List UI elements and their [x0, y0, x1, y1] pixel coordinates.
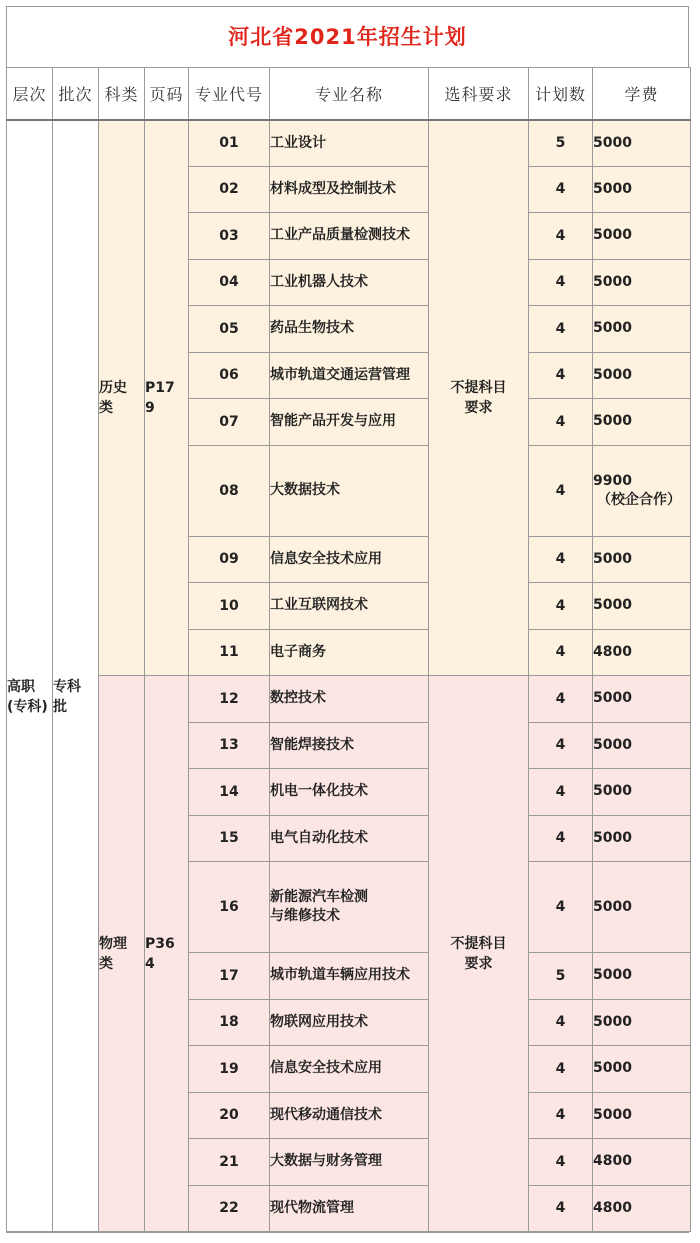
tuition-cell: 5000	[593, 769, 691, 816]
major-code-cell: 21	[189, 1139, 270, 1186]
major-name-cell: 城市轨道交通运营管理	[270, 352, 429, 399]
plan-count-cell: 4	[529, 722, 593, 769]
major-name-cell: 新能源汽车检测 与维修技术	[270, 862, 429, 953]
batch-cell: 专科 批	[53, 120, 99, 1232]
tuition-cell: 5000	[593, 166, 691, 213]
major-name-cell: 物联网应用技术	[270, 999, 429, 1046]
plan-count-cell: 4	[529, 213, 593, 260]
plan-count-cell: 4	[529, 862, 593, 953]
subject-category-cell: 物理 类	[99, 676, 145, 1232]
major-name-cell: 城市轨道车辆应用技术	[270, 953, 429, 1000]
major-name-cell: 信息安全技术应用	[270, 536, 429, 583]
major-name-cell: 智能产品开发与应用	[270, 399, 429, 446]
subject-category-cell: 历史 类	[99, 120, 145, 676]
major-code-cell: 18	[189, 999, 270, 1046]
major-code-cell: 10	[189, 583, 270, 630]
major-name-cell: 工业设计	[270, 120, 429, 167]
admission-plan-table	[6, 67, 691, 1232]
major-name-cell: 大数据技术	[270, 445, 429, 536]
page-title: 河北省2021年招生计划	[228, 25, 467, 49]
plan-count-cell: 4	[529, 1139, 593, 1186]
tuition-cell: 5000	[593, 999, 691, 1046]
major-code-cell: 05	[189, 306, 270, 353]
plan-count-cell: 4	[529, 352, 593, 399]
plan-count-cell: 4	[529, 815, 593, 862]
page-number-cell: P36 4	[145, 676, 189, 1232]
major-code-cell: 01	[189, 120, 270, 167]
header-row	[7, 68, 691, 120]
plan-count-cell: 4	[529, 769, 593, 816]
major-code-cell: 13	[189, 722, 270, 769]
subject-requirement-cell: 不提科目 要求	[429, 676, 529, 1232]
major-name-cell: 大数据与财务管理	[270, 1139, 429, 1186]
plan-count-cell: 4	[529, 629, 593, 676]
page-number-cell: P17 9	[145, 120, 189, 676]
tuition-cell: 5000	[593, 953, 691, 1000]
tuition-cell: 5000	[593, 259, 691, 306]
plan-count-cell: 4	[529, 536, 593, 583]
major-name-cell: 工业互联网技术	[270, 583, 429, 630]
table-row	[7, 120, 691, 167]
major-code-cell: 14	[189, 769, 270, 816]
major-code-cell: 02	[189, 166, 270, 213]
major-code-cell: 20	[189, 1092, 270, 1139]
major-code-cell: 19	[189, 1046, 270, 1093]
tuition-cell: 5000	[593, 722, 691, 769]
subject-requirement-cell: 不提科目 要求	[429, 120, 529, 676]
major-code-cell: 17	[189, 953, 270, 1000]
major-code-cell: 12	[189, 676, 270, 723]
major-name-cell: 机电一体化技术	[270, 769, 429, 816]
tuition-cell: 5000	[593, 815, 691, 862]
tuition-cell: 5000	[593, 676, 691, 723]
tuition-cell: 4800	[593, 1185, 691, 1232]
tuition-cell: 5000	[593, 536, 691, 583]
plan-count-cell: 5	[529, 120, 593, 167]
major-name-cell: 现代物流管理	[270, 1185, 429, 1232]
header-tuition: 学费	[593, 68, 691, 120]
tuition-cell: 5000	[593, 862, 691, 953]
major-name-cell: 工业产品质量检测技术	[270, 213, 429, 260]
level-cell: 高职 (专科)	[7, 120, 53, 1232]
header-code: 专业代号	[189, 68, 270, 120]
major-name-cell: 智能焊接技术	[270, 722, 429, 769]
plan-count-cell: 4	[529, 676, 593, 723]
major-code-cell: 09	[189, 536, 270, 583]
major-code-cell: 15	[189, 815, 270, 862]
tuition-cell: 5000	[593, 399, 691, 446]
major-code-cell: 16	[189, 862, 270, 953]
header-level: 层次	[7, 68, 53, 120]
header-plan-count: 计划数	[529, 68, 593, 120]
major-name-cell: 工业机器人技术	[270, 259, 429, 306]
plan-count-cell: 4	[529, 445, 593, 536]
major-code-cell: 08	[189, 445, 270, 536]
major-name-cell: 材料成型及控制技术	[270, 166, 429, 213]
major-code-cell: 06	[189, 352, 270, 399]
plan-count-cell: 4	[529, 583, 593, 630]
plan-count-cell: 4	[529, 1092, 593, 1139]
header-requirement: 选科要求	[429, 68, 529, 120]
plan-count-cell: 4	[529, 306, 593, 353]
major-name-cell: 现代移动通信技术	[270, 1092, 429, 1139]
plan-count-cell: 4	[529, 259, 593, 306]
tuition-cell: 5000	[593, 352, 691, 399]
major-code-cell: 11	[189, 629, 270, 676]
tuition-cell: 4800	[593, 629, 691, 676]
major-code-cell: 04	[189, 259, 270, 306]
header-major-name: 专业名称	[270, 68, 429, 120]
header-page: 页码	[145, 68, 189, 120]
major-name-cell: 信息安全技术应用	[270, 1046, 429, 1093]
major-name-cell: 药品生物技术	[270, 306, 429, 353]
plan-count-cell: 4	[529, 1185, 593, 1232]
plan-count-cell: 4	[529, 1046, 593, 1093]
major-name-cell: 数控技术	[270, 676, 429, 723]
tuition-cell: 9900 （校企合作）	[593, 445, 691, 536]
plan-count-cell: 4	[529, 999, 593, 1046]
tuition-cell: 5000	[593, 306, 691, 353]
plan-count-cell: 5	[529, 953, 593, 1000]
tuition-cell: 5000	[593, 583, 691, 630]
tuition-cell: 5000	[593, 1046, 691, 1093]
major-name-cell: 电气自动化技术	[270, 815, 429, 862]
header-batch: 批次	[53, 68, 99, 120]
tuition-cell: 5000	[593, 213, 691, 260]
tuition-cell: 4800	[593, 1139, 691, 1186]
major-code-cell: 07	[189, 399, 270, 446]
major-name-cell: 电子商务	[270, 629, 429, 676]
plan-count-cell: 4	[529, 399, 593, 446]
major-code-cell: 22	[189, 1185, 270, 1232]
table-row	[7, 676, 691, 723]
major-code-cell: 03	[189, 213, 270, 260]
tuition-cell: 5000	[593, 1092, 691, 1139]
tuition-cell: 5000	[593, 120, 691, 167]
header-subject: 科类	[99, 68, 145, 120]
plan-count-cell: 4	[529, 166, 593, 213]
